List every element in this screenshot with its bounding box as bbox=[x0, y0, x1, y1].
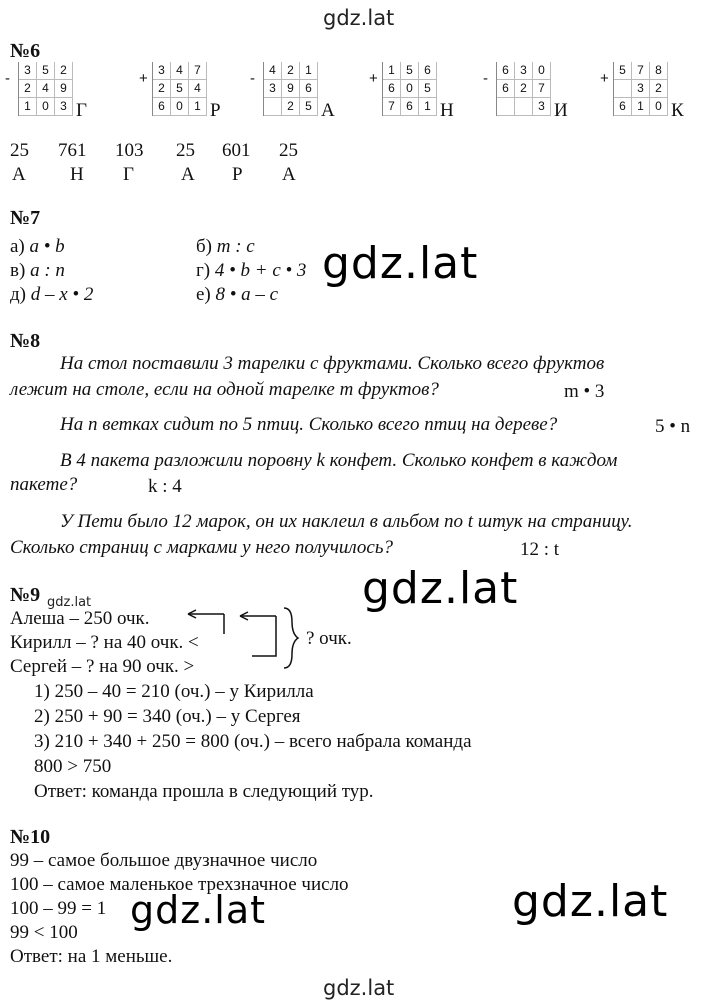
digit-cell: 6 bbox=[153, 98, 171, 116]
digit-cell: 4 bbox=[37, 80, 55, 98]
problem2-answer: 5 • n bbox=[655, 416, 691, 437]
task7-title: №7 bbox=[10, 207, 41, 229]
digit-cell: 2 bbox=[515, 80, 533, 98]
watermark-tiny: gdz.lat bbox=[47, 595, 92, 610]
answer-letter: Г bbox=[123, 164, 134, 185]
scheme-arrows bbox=[176, 606, 306, 676]
expr-b: б) m : c bbox=[196, 236, 255, 257]
problem2-line1: На n ветках сидит по 5 птиц. Сколько всего птиц на дереве? bbox=[60, 414, 558, 435]
digit-cell: 2 bbox=[19, 80, 37, 98]
answer-letter: Р bbox=[232, 164, 243, 185]
task10-title: №10 bbox=[10, 826, 51, 848]
digit-cell: 1 bbox=[189, 98, 207, 116]
expr-g: г) 4 • b + c • 3 bbox=[196, 260, 307, 281]
digit-cell: 1 bbox=[632, 98, 650, 116]
digit-cell: 2 bbox=[282, 98, 300, 116]
result-letter: Г bbox=[76, 100, 87, 121]
result-letter: Р bbox=[210, 100, 221, 121]
fact-line1: 99 – самое большое двузначное число bbox=[10, 850, 318, 871]
comparison: 99 < 100 bbox=[10, 922, 78, 943]
result-letter: И bbox=[554, 100, 568, 121]
solution-step2: 2) 250 + 90 = 340 (оч.) – у Сергея bbox=[34, 706, 301, 727]
digit-cell: 6 bbox=[497, 80, 515, 98]
digit-cell: 4 bbox=[189, 80, 207, 98]
digit-cell: 0 bbox=[533, 62, 551, 80]
digit-cell: 0 bbox=[401, 80, 419, 98]
digit-cell: 7 bbox=[189, 62, 207, 80]
digit-cell: 4 bbox=[171, 62, 189, 80]
operation-sign: - bbox=[5, 70, 10, 87]
condition-line3: Сергей – ? на 90 очк. > bbox=[10, 656, 195, 677]
digit-cell: 6 bbox=[497, 62, 515, 80]
digit-cell bbox=[497, 98, 515, 116]
answer-number: 103 bbox=[115, 140, 144, 161]
digit-cell: 5 bbox=[614, 62, 632, 80]
answer-number: 25 bbox=[10, 140, 29, 161]
problem4-answer: 12 : t bbox=[520, 539, 560, 560]
expr-e: е) 8 • a – c bbox=[196, 284, 279, 305]
digit-cell: 6 bbox=[401, 98, 419, 116]
digit-cell: 5 bbox=[37, 62, 55, 80]
column-calc bbox=[5, 62, 87, 121]
result-letter: К bbox=[671, 100, 684, 121]
column-calc bbox=[369, 62, 454, 121]
digit-cell: 7 bbox=[383, 98, 401, 116]
total-question: ? очк. bbox=[306, 628, 352, 649]
watermark-mid: gdz.lat bbox=[322, 238, 479, 289]
digit-cell: 9 bbox=[282, 80, 300, 98]
answer-letter: А bbox=[12, 164, 26, 185]
column-calc bbox=[483, 62, 568, 121]
answer-letter: А bbox=[282, 164, 296, 185]
problem1-answer: m • 3 bbox=[564, 381, 605, 402]
digit-cell: 0 bbox=[171, 98, 189, 116]
watermark-big: gdz.lat bbox=[512, 876, 669, 927]
digit-cell: 2 bbox=[153, 80, 171, 98]
digit-cell: 1 bbox=[300, 62, 318, 80]
digit-cell: 3 bbox=[533, 98, 551, 116]
digit-cell: 3 bbox=[264, 80, 282, 98]
digit-cell: 3 bbox=[19, 62, 37, 80]
digit-cell: 6 bbox=[383, 80, 401, 98]
operation-sign: + bbox=[139, 70, 148, 87]
digit-cell: 5 bbox=[419, 80, 437, 98]
column-calc bbox=[139, 62, 221, 121]
digit-cell: 1 bbox=[19, 98, 37, 116]
condition-line2: Кирилл – ? на 40 очк. < bbox=[10, 632, 199, 653]
answer: Ответ: на 1 меньше. bbox=[10, 946, 173, 967]
task9-title: №9 bbox=[10, 584, 41, 606]
digit-cell: 2 bbox=[55, 62, 73, 80]
watermark-bottom: gdz.lat bbox=[323, 976, 395, 1000]
calculation: 100 – 99 = 1 bbox=[10, 898, 107, 919]
column-calc bbox=[600, 62, 684, 121]
operation-sign: + bbox=[600, 70, 609, 87]
digit-cell: 3 bbox=[153, 62, 171, 80]
problem3-line1: В 4 пакета разложили поровну k конфет. Сколько конфет в каждом bbox=[60, 450, 618, 471]
digit-cell: 0 bbox=[37, 98, 55, 116]
problem3-answer: k : 4 bbox=[148, 476, 182, 497]
digit-cell: 6 bbox=[614, 98, 632, 116]
digit-cell: 8 bbox=[650, 62, 668, 80]
digit-cell bbox=[614, 80, 632, 98]
watermark-top: gdz.lat bbox=[323, 6, 395, 30]
digit-cell: 1 bbox=[419, 98, 437, 116]
answer-number: 25 bbox=[176, 140, 195, 161]
digit-cell: 6 bbox=[419, 62, 437, 80]
task6-title: №6 bbox=[10, 40, 41, 62]
digit-cell: 9 bbox=[55, 80, 73, 98]
answer-number: 25 bbox=[279, 140, 298, 161]
problem4-line1: У Пети было 12 марок, он их наклеил в альбом по t штук на страницу. bbox=[60, 511, 633, 532]
digit-cell: 2 bbox=[282, 62, 300, 80]
digit-cell: 7 bbox=[533, 80, 551, 98]
problem1-line2: лежит на столе, если на одной тарелке m фруктов? bbox=[10, 379, 439, 400]
answer-letter: А bbox=[181, 164, 195, 185]
solution-step3: 3) 210 + 340 + 250 = 800 (оч.) – всего набрала команда bbox=[34, 731, 472, 752]
digit-cell: 5 bbox=[171, 80, 189, 98]
task8-title: №8 bbox=[10, 330, 41, 352]
digit-cell: 0 bbox=[650, 98, 668, 116]
solution-step1: 1) 250 – 40 = 210 (оч.) – у Кирилла bbox=[34, 681, 314, 702]
answer-number: 601 bbox=[222, 140, 251, 161]
expr-d: д) d – x • 2 bbox=[10, 284, 94, 305]
condition-line1: Алеша – 250 очк. bbox=[10, 608, 150, 629]
watermark-mid: gdz.lat bbox=[130, 888, 267, 932]
problem1-line1: На стол поставили 3 тарелки с фруктами. Сколько всего фруктов bbox=[60, 353, 605, 374]
digit-cell bbox=[515, 98, 533, 116]
watermark-mid: gdz.lat bbox=[362, 563, 519, 614]
digit-cell: 6 bbox=[300, 80, 318, 98]
column-calc bbox=[250, 62, 335, 121]
solution-answer: Ответ: команда прошла в следующий тур. bbox=[34, 781, 374, 802]
digit-cell: 2 bbox=[650, 80, 668, 98]
fact-line2: 100 – самое маленькое трехзначное число bbox=[10, 874, 349, 895]
digit-cell: 3 bbox=[55, 98, 73, 116]
digit-cell bbox=[264, 98, 282, 116]
solution-comparison: 800 > 750 bbox=[34, 756, 112, 777]
digit-cell: 5 bbox=[401, 62, 419, 80]
digit-cell: 7 bbox=[632, 62, 650, 80]
digit-cell: 3 bbox=[515, 62, 533, 80]
result-letter: А bbox=[321, 100, 335, 121]
digit-cell: 4 bbox=[264, 62, 282, 80]
operation-sign: - bbox=[250, 70, 255, 87]
problem3-line2: пакете? bbox=[10, 474, 78, 495]
digit-cell: 3 bbox=[632, 80, 650, 98]
answer-number: 761 bbox=[58, 140, 87, 161]
result-letter: Н bbox=[440, 100, 454, 121]
digit-cell: 1 bbox=[383, 62, 401, 80]
operation-sign: + bbox=[369, 70, 378, 87]
expr-v: в) a : n bbox=[10, 260, 65, 281]
answer-letter: Н bbox=[70, 164, 84, 185]
problem4-line2: Сколько страниц с марками у него получилось? bbox=[10, 537, 393, 558]
operation-sign: - bbox=[483, 70, 488, 87]
expr-a: а) a • b bbox=[10, 236, 65, 257]
digit-cell: 5 bbox=[300, 98, 318, 116]
